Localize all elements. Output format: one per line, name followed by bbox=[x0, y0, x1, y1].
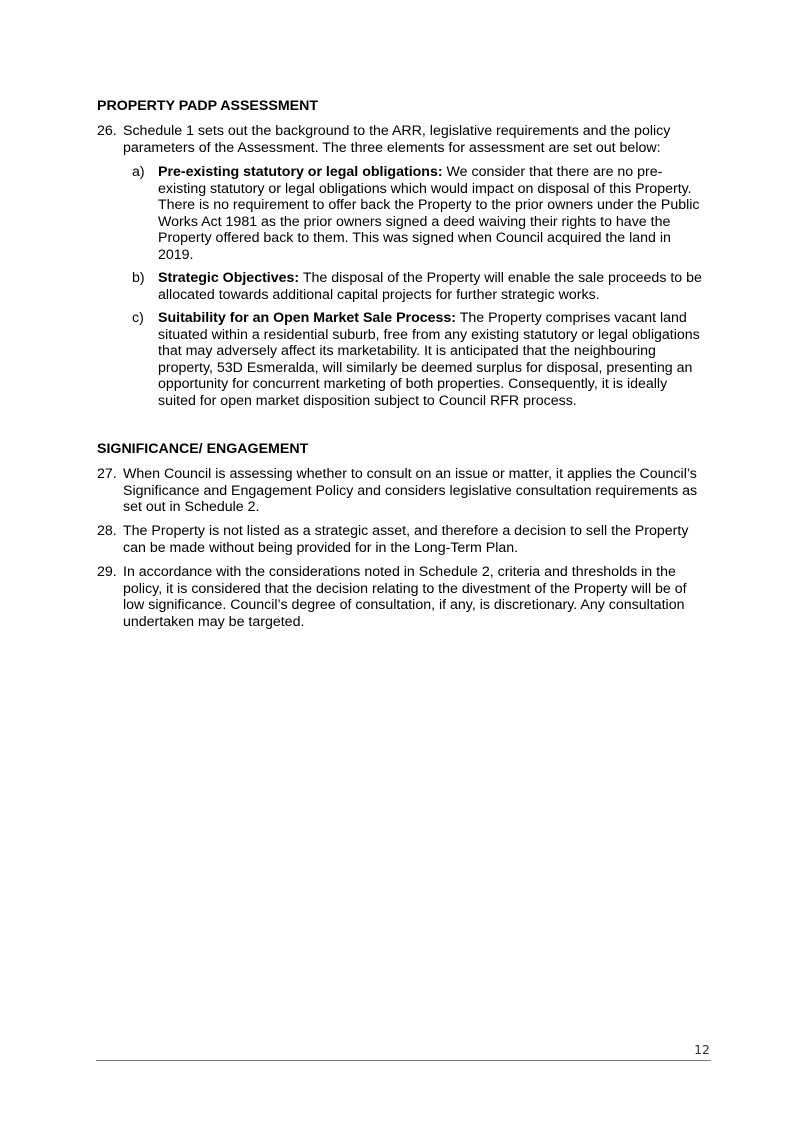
paragraph-28 bbox=[97, 523, 707, 556]
list-item-c bbox=[132, 310, 708, 410]
paragraph-text: The Property is not listed as a strategic asset, and therefore a decision to sell the Property can be made without being provided for in the Long-Term Plan. bbox=[123, 523, 689, 556]
paragraph-text: Schedule 1 sets out the background to the ARR, legislative requirements and the policy parameters of the Assessment. The three elements for assessment are set out below: bbox=[123, 123, 671, 156]
list-item-letter: b) bbox=[132, 270, 145, 286]
paragraph-27 bbox=[97, 466, 707, 516]
list-item-text bbox=[158, 164, 708, 264]
paragraph-29 bbox=[97, 564, 707, 630]
list-item-b bbox=[132, 270, 708, 303]
paragraph-number: 29. bbox=[97, 564, 117, 580]
list-item-body: The disposal of the Property will enable the sale proceeds to be allocated towards additional capital projects for further strategic works. bbox=[158, 270, 702, 303]
paragraph-number: 28. bbox=[97, 523, 117, 539]
paragraph-26 bbox=[97, 123, 707, 156]
paragraph-text: In accordance with the considerations noted in Schedule 2, criteria and thresholds in the policy, it is considered that the decision relating to the divestment of the Property will be of low significance. Council’s degree of consultation, if any, is discretionary. Any consultation undertaken may be targeted. bbox=[123, 564, 687, 630]
list-item-text bbox=[158, 270, 708, 303]
list-item-letter: a) bbox=[132, 164, 145, 180]
list-item-body: The Property comprises vacant land situated within a residential suburb, free from any existing statutory or legal obligations that may adversely affect its marketability. It is anticipated that the neighbouring property, 53D Esmeralda, will similarly be deemed surplus for disposal, presenting an opportunity for concurrent marketing of both properties. Consequently, it is ideally suited for open market disposition subject to Council RFR process. bbox=[158, 310, 700, 409]
page-number: 12 bbox=[694, 1042, 710, 1057]
footer-divider bbox=[96, 1060, 711, 1061]
list-item-letter: c) bbox=[132, 310, 144, 326]
section-heading-assessment: PROPERTY PADP ASSESSMENT bbox=[97, 98, 319, 114]
list-item-text bbox=[158, 310, 708, 410]
section-heading-significance: SIGNIFICANCE/ ENGAGEMENT bbox=[97, 441, 309, 457]
list-item-lead: Suitability for an Open Market Sale Process: bbox=[158, 310, 457, 326]
list-item-lead: Pre-existing statutory or legal obligations: bbox=[158, 164, 443, 180]
paragraph-number: 27. bbox=[97, 466, 117, 482]
list-item-lead: Strategic Objectives: bbox=[158, 270, 300, 286]
paragraph-text: When Council is assessing whether to consult on an issue or matter, it applies the Council’s Significance and Engagement Policy and considers legislative consultation requirements as set out in Schedule 2. bbox=[123, 466, 698, 516]
list-item-body: We consider that there are no pre-existing statutory or legal obligations which would impact on disposal of this Property. There is no requirement to offer back the Property to the prior owners under the Public Works Act 1981 as the prior owners signed a deed waiving their rights to have the Property offered back to them. This was signed when Council acquired the land in 2019. bbox=[158, 164, 700, 263]
paragraph-number: 26. bbox=[97, 123, 117, 139]
list-item-a bbox=[132, 164, 708, 264]
